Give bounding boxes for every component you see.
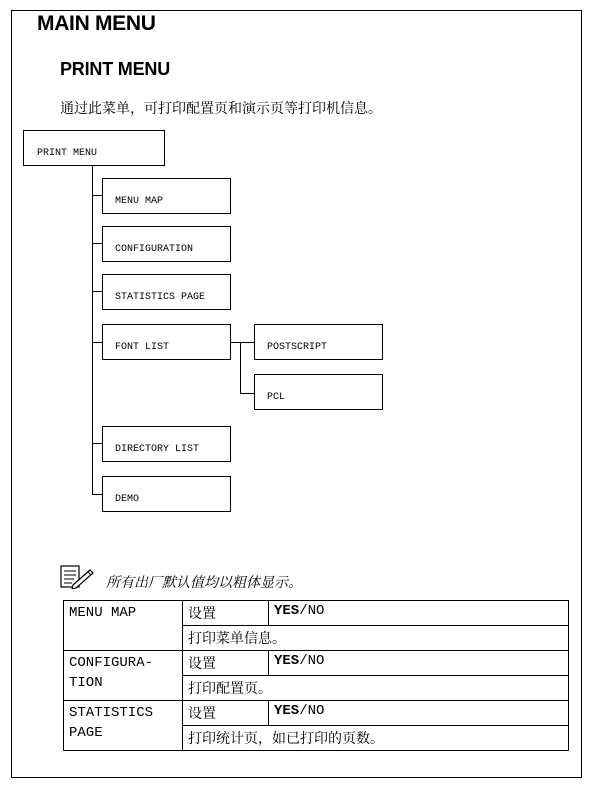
tree-item-directory-list — [102, 426, 231, 462]
tree-item-label: POSTSCRIPT — [267, 342, 328, 353]
branch-line-font-sub — [230, 342, 254, 343]
note-icon — [60, 565, 94, 589]
tree-item-pcl — [254, 374, 383, 410]
branch-line-demo — [92, 494, 102, 495]
section-title: PRINT MENU — [60, 59, 170, 79]
branch-line-menu-map — [92, 195, 102, 196]
branch-line-font-list — [92, 342, 102, 343]
setting-default-option: YES — [274, 603, 300, 619]
tree-item-label: DEMO — [115, 494, 140, 505]
tree-item-menu-map — [102, 178, 231, 214]
tree-item-label: CONFIGURATION — [115, 244, 194, 255]
table-row — [64, 701, 569, 726]
setting-options — [269, 701, 569, 726]
tree-item-font-list — [102, 324, 231, 360]
setting-description: 打印统计页，如已打印的页数。 — [183, 726, 569, 751]
setting-options — [269, 651, 569, 676]
setting-label: 设置 — [183, 651, 269, 676]
tree-item-postscript — [254, 324, 383, 360]
tree-item-label: PCL — [267, 392, 286, 403]
setting-options — [269, 601, 569, 626]
tree-item-configuration — [102, 226, 231, 262]
setting-other-options: /NO — [299, 603, 325, 619]
setting-label: 设置 — [183, 701, 269, 726]
tree-item-label: MENU MAP — [115, 196, 164, 207]
tree-item-label: DIRECTORY LIST — [115, 444, 200, 455]
note-text: 所有出厂默认值均以粗体显示。 — [106, 575, 302, 591]
settings-table — [63, 600, 569, 751]
setting-default-option: YES — [274, 653, 300, 669]
setting-other-options: /NO — [299, 653, 325, 669]
setting-item-name: MENU MAP — [64, 601, 183, 651]
branch-line-configuration — [92, 243, 102, 244]
tree-item-statistics-page — [102, 274, 231, 310]
table-row — [64, 601, 569, 626]
setting-label: 设置 — [183, 601, 269, 626]
page-title: MAIN MENU — [37, 12, 156, 35]
tree-item-label: FONT LIST — [115, 342, 170, 353]
setting-default-option: YES — [274, 703, 300, 719]
table-row — [64, 651, 569, 676]
setting-other-options: /NO — [299, 703, 325, 719]
section-intro: 通过此菜单，可打印配置页和演示页等打印机信息。 — [60, 101, 382, 117]
branch-line-pcl — [240, 393, 254, 394]
setting-description: 打印菜单信息。 — [183, 626, 569, 651]
tree-root-label: PRINT MENU — [37, 148, 98, 159]
tree-root — [23, 130, 165, 166]
tree-trunk-line — [92, 165, 93, 495]
font-sub-trunk — [240, 342, 241, 394]
setting-item-name: STATISTICS PAGE — [64, 701, 183, 751]
branch-line-directory — [92, 443, 102, 444]
tree-item-demo — [102, 476, 231, 512]
setting-item-name: CONFIGURA- TION — [64, 651, 183, 701]
setting-description: 打印配置页。 — [183, 676, 569, 701]
tree-item-label: STATISTICS PAGE — [115, 292, 206, 303]
branch-line-statistics — [92, 291, 102, 292]
